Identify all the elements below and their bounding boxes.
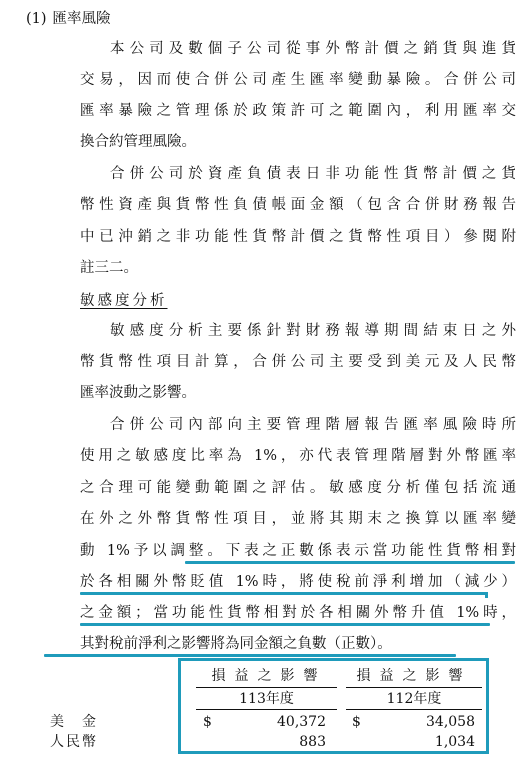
row-label-rmb: 人民幣 xyxy=(50,734,98,750)
para3-line: 敏感度分析主要係針對財務報導期間結束日之外 xyxy=(110,323,516,339)
para4-line: 之金額；當功能性貨幣相對於各相關外幣升值 1%時， xyxy=(80,605,516,621)
para3-line: 幣貨幣性項目計算，合併公司主要受到美元及人民幣 xyxy=(80,354,516,370)
para2-line: 合併公司於資產負債表日非功能性貨幣計價之貨 xyxy=(110,166,516,182)
value-112-rmb: 1,034 xyxy=(434,734,475,750)
para4-line: 在外之外幣貨幣性項目，並將其期末之換算以匯率變 xyxy=(80,511,516,527)
table-header-impact: 損益之影響 xyxy=(211,668,327,684)
highlight-underline xyxy=(185,561,515,564)
para4-line: 合併公司內部向主要管理階層報告匯率風險時所 xyxy=(110,417,516,433)
section-title-text: 匯率風險 xyxy=(52,11,111,27)
currency-symbol: $ xyxy=(203,714,212,730)
row-label-usd: 美 金 xyxy=(50,714,98,730)
header-rule xyxy=(346,687,482,688)
para1-line: 換合約管理風險。 xyxy=(80,134,196,150)
table-header-impact: 損益之影響 xyxy=(356,668,472,684)
highlight-underline xyxy=(80,592,488,595)
para3-line: 匯率波動之影響。 xyxy=(80,385,196,401)
para4-line: 於各相關外幣貶值 1%時，將使稅前淨利增加（減少） xyxy=(80,574,516,590)
para1-line: 交易，因而使合併公司產生匯率變動暴險。合併公司 xyxy=(80,72,516,88)
header-rule xyxy=(196,687,337,688)
section-title xyxy=(26,9,111,29)
value-113-usd: 40,372 xyxy=(277,714,326,730)
para4-line: 之合理可能變動範圍之評估。敏感度分析僅包括流通 xyxy=(80,480,516,496)
highlight-underline xyxy=(80,623,490,626)
para4-line: 其對稅前淨利之影響將為同金額之負數（正數）。 xyxy=(80,636,392,652)
highlight-underline xyxy=(44,654,456,657)
para4-line: 動 1%予以調整。下表之正數係表示當功能性貨幣相對 xyxy=(80,543,516,559)
value-113-rmb: 883 xyxy=(299,734,326,750)
table-header-year: 112年度 xyxy=(386,691,442,707)
header-rule xyxy=(196,709,337,710)
para2-line: 註三二。 xyxy=(80,260,138,276)
sensitivity-heading: 敏感度分析 xyxy=(80,293,168,309)
highlight-connector xyxy=(485,592,488,598)
section-number: (1) xyxy=(26,11,47,27)
para4-line: 使用之敏感度比率為 1%，亦代表管理階層對外幣匯率 xyxy=(80,448,516,464)
header-rule xyxy=(346,709,482,710)
para2-line: 中已沖銷之非功能性貨幣計價之貨幣性項目）參閱附 xyxy=(80,229,516,245)
currency-symbol: $ xyxy=(352,714,361,730)
para1-line: 匯率暴險之管理係於政策許可之範圍內，利用匯率交 xyxy=(80,103,516,119)
para2-line: 幣性資產與貨幣性負債帳面金額（包含合併財務報告 xyxy=(80,197,516,213)
para1-line: 本公司及數個子公司從事外幣計價之銷貨與進貨 xyxy=(110,41,516,57)
value-112-usd: 34,058 xyxy=(426,714,475,730)
table-header-year: 113年度 xyxy=(239,691,294,707)
